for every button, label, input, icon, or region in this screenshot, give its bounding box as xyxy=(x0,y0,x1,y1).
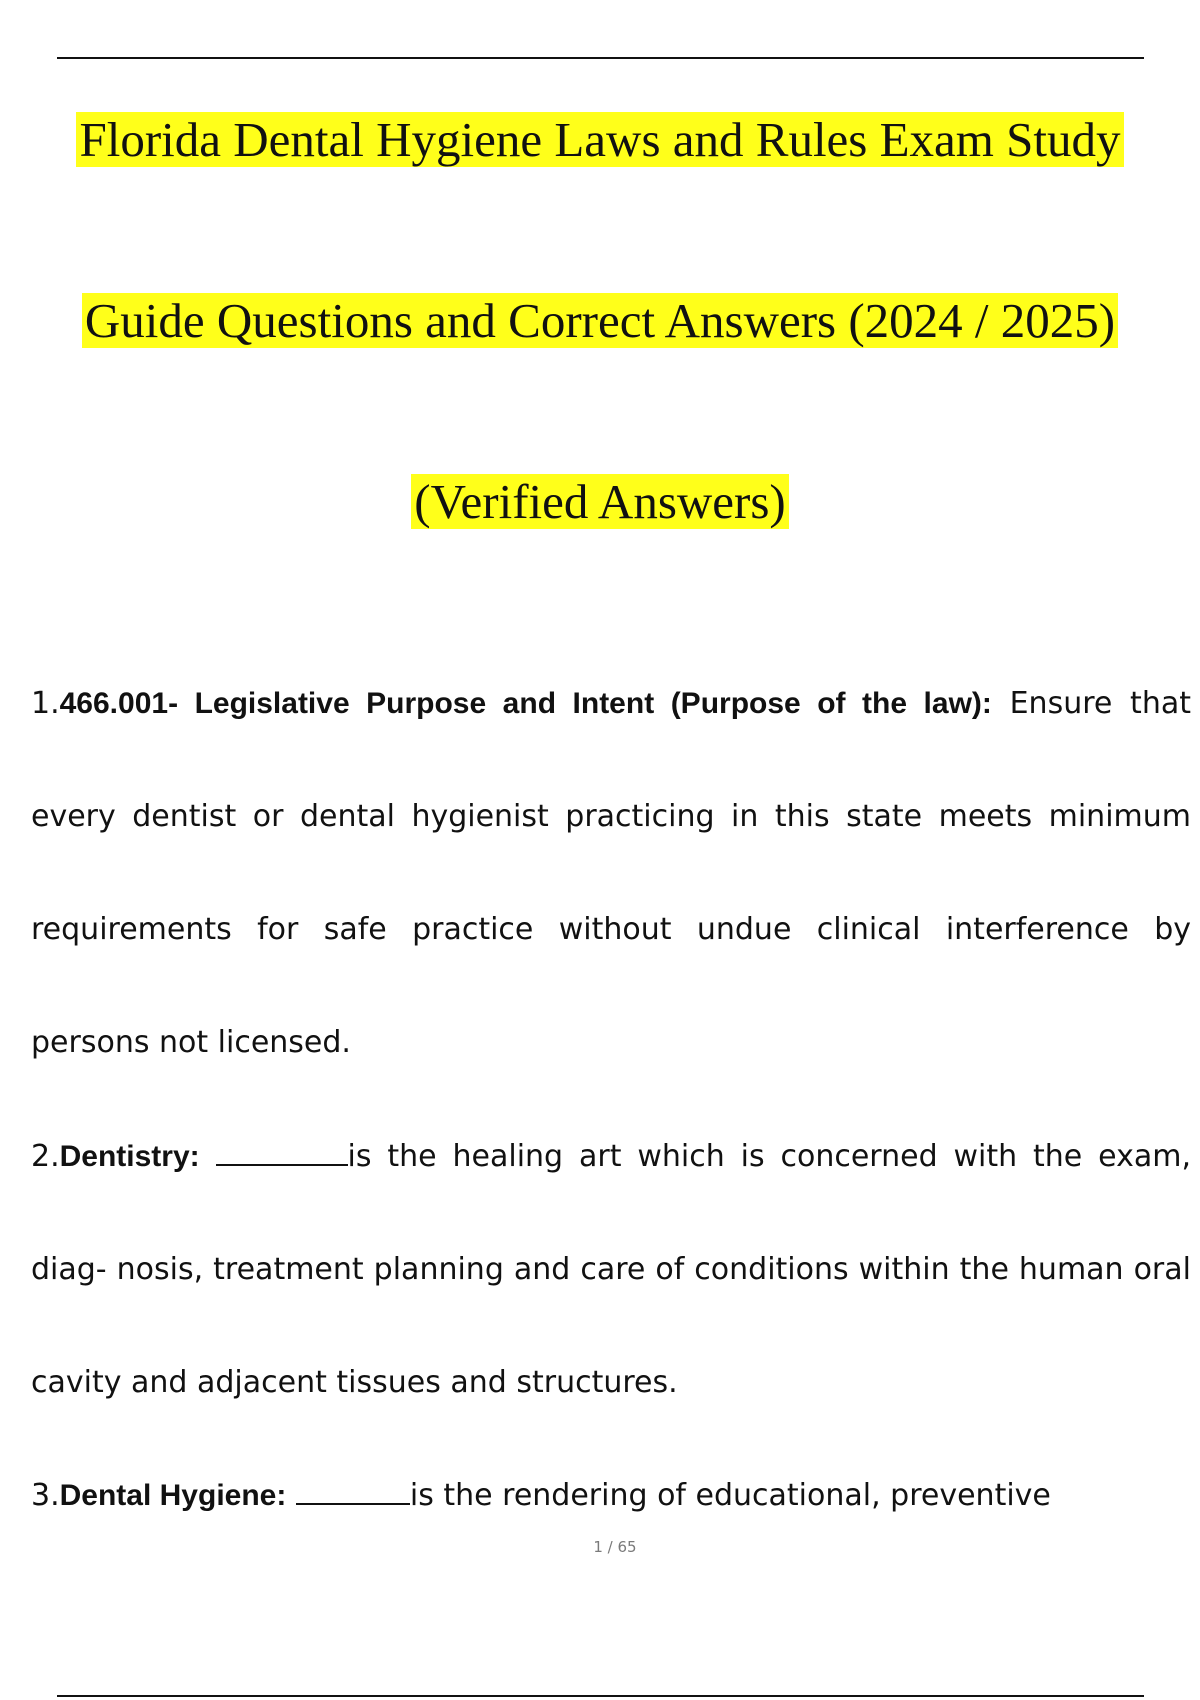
title-highlight: Florida Dental Hygiene Laws and Rules Exam Study xyxy=(76,112,1123,167)
question-item-2 xyxy=(31,1100,1191,1439)
item-term: Dentistry: xyxy=(59,1140,200,1173)
title-highlight: Guide Questions and Correct Answers (2024 / 2025) xyxy=(82,293,1118,348)
item-answer: is the healing art which is concerned with the exam, diag- nosis, treatment planning and care of conditions within the human oral cavity and adjacent tissues and structures. xyxy=(31,1139,1191,1400)
title-highlight: (Verified Answers) xyxy=(411,474,788,529)
item-number: 3. xyxy=(31,1478,60,1513)
item-term: Dental Hygiene: xyxy=(59,1479,287,1512)
fill-in-blank xyxy=(216,1142,348,1166)
fill-in-blank xyxy=(296,1481,410,1505)
document-title-line-2 xyxy=(0,291,1200,351)
item-number: 1. xyxy=(31,686,60,721)
question-item-1 xyxy=(31,647,1191,1099)
top-rule xyxy=(57,57,1144,59)
item-answer: Ensure that every dentist or dental hygienist practicing in this state meets minimum requirements for safe practice without undue clinical interference by persons not licensed. xyxy=(31,686,1191,1060)
page-number: 1 / 65 xyxy=(593,1538,637,1556)
item-term: 466.001- Legislative Purpose and Intent (Purpose of the law): xyxy=(59,687,992,720)
item-answer: is the rendering of educational, preventive xyxy=(409,1478,1051,1513)
bottom-rule xyxy=(57,1695,1144,1697)
document-title-line-1 xyxy=(0,110,1200,170)
item-number: 2. xyxy=(31,1139,60,1174)
question-item-3 xyxy=(31,1439,1191,1552)
document-title-line-3 xyxy=(0,472,1200,532)
